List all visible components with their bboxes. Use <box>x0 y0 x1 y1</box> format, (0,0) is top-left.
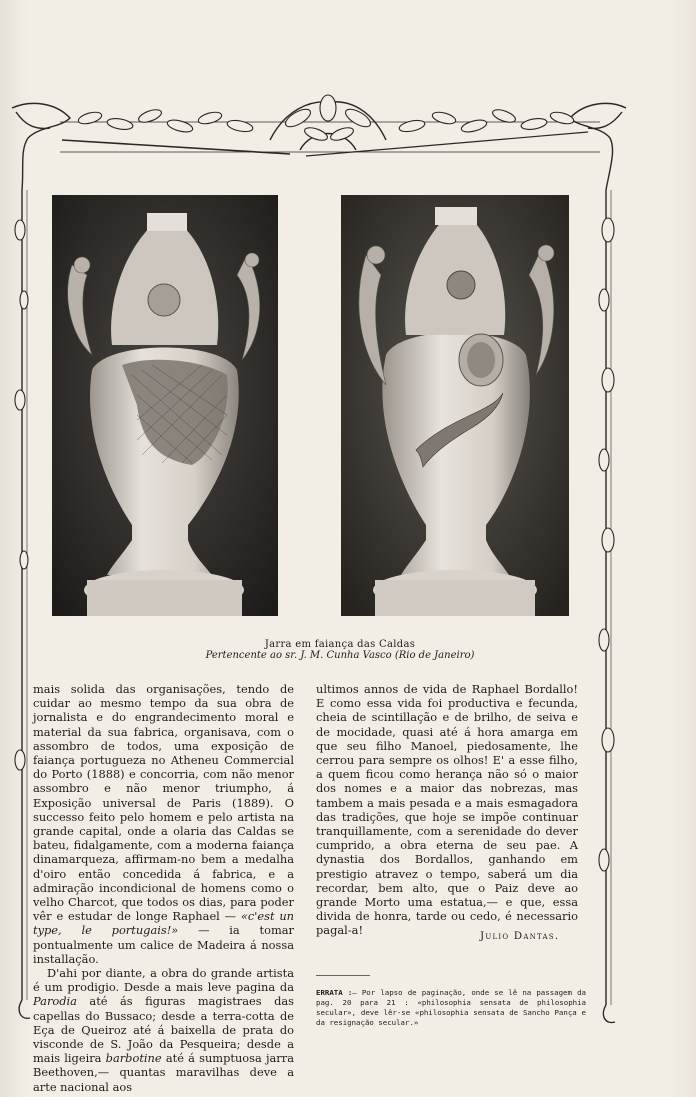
text-run: até ás figuras magistraes das capellas do Bussaco; desde a terra-cotta de Eça de Queiroz até á baixella de prata do visconde de S. João da Pesqueira; desde a mais ligeira <box>33 994 294 1066</box>
errata-note <box>316 988 586 1028</box>
vase-photo-right <box>341 195 569 616</box>
article-column-left <box>33 682 294 1094</box>
term-emphasis: barbotine <box>105 1051 162 1066</box>
author-signature: Julio Dantas. <box>480 930 560 942</box>
paragraph <box>33 966 294 1094</box>
figure-caption-subtitle: Pertencente ao sr. J. M. Cunha Vasco (Rio de Janeiro) <box>205 650 475 661</box>
paragraph <box>33 682 294 966</box>
article-column-right <box>316 682 578 938</box>
errata-label: ERRATA : <box>316 988 353 997</box>
text-run: mais solida das organisações, tendo de cuidar ao mesmo tempo da sua obra de jornalista e do engrandecimento moral e material da sua fabrica, organisava, com o assombro de todos, uma exposição de faiança portugueza no Atheneu Commercial do Porto (1888) e concorria, com não menor assombro e não menor triumpho, á Exposição universal de Paris (1889). O successo feito pelo homem e pelo artista na grande capital, onde a olaria das Caldas se bateu, fidalgamente, com a moderna faiança dinamarqueza, affirmam-no bem a medalha d'oiro então concedida á fabrica, e a admiração incondicional de homens como o velho Charcot, que todos os dias, para poder vêr e estudar de longe Raphael — <box>33 682 294 924</box>
quote-emphasis: «c'est un type, le portugais!» <box>33 909 295 938</box>
vase-photo-left <box>52 195 278 616</box>
text-run: D'ahi por diante, a obra do grande artista é um prodigio. Desde a mais leve pagina da <box>33 966 294 995</box>
title-emphasis: Parodia <box>33 994 77 1009</box>
text-run: — ia tomar pontualmente um calice de Madeira á nossa installação. <box>33 923 294 966</box>
text-run: até á sumptuosa jarra Beethoven,— quantas maravilhas deve a arte nacional aos <box>33 1051 294 1094</box>
errata-text: — Por lapso de paginação, onde se lê na passagem da pag. 20 para 21 : «philosophia sensata de philosophia secular», deve lêr-se «philosophia sensata de Sancho Pança e da resignação secular.» <box>316 988 586 1027</box>
paragraph: ultimos annos de vida de Raphael Bordallo! E como essa vida foi productiva e fecunda, cheia de scintillação e de brilho, de seiva e de mocidade, quasi até á hora amarga em que seu filho Manoel, piedosamente, lhe cerrou para sempre os olhos! E' a esse filho, a quem ficou como herança não só o maior dos nomes e a maior das nobrezas, mas tambem a mais pesada e a mais esmagadora das tradições, que hoje se impõe continuar tranquillamente, com a serenidade do dever cumprido, a obra eterna de seu pae. A dynastia dos Bordallos, ganhando em prestigio atravez o tempo, saberá um dia recordar, bem alto, que o Paiz deve ao grande Morto uma estatua,— e que, essa divida de honra, tarde ou cedo, é necessario pagal-a! <box>316 682 578 938</box>
figure-caption-title: Jarra em faiança das Caldas <box>264 639 416 650</box>
footnote-divider <box>316 975 370 976</box>
